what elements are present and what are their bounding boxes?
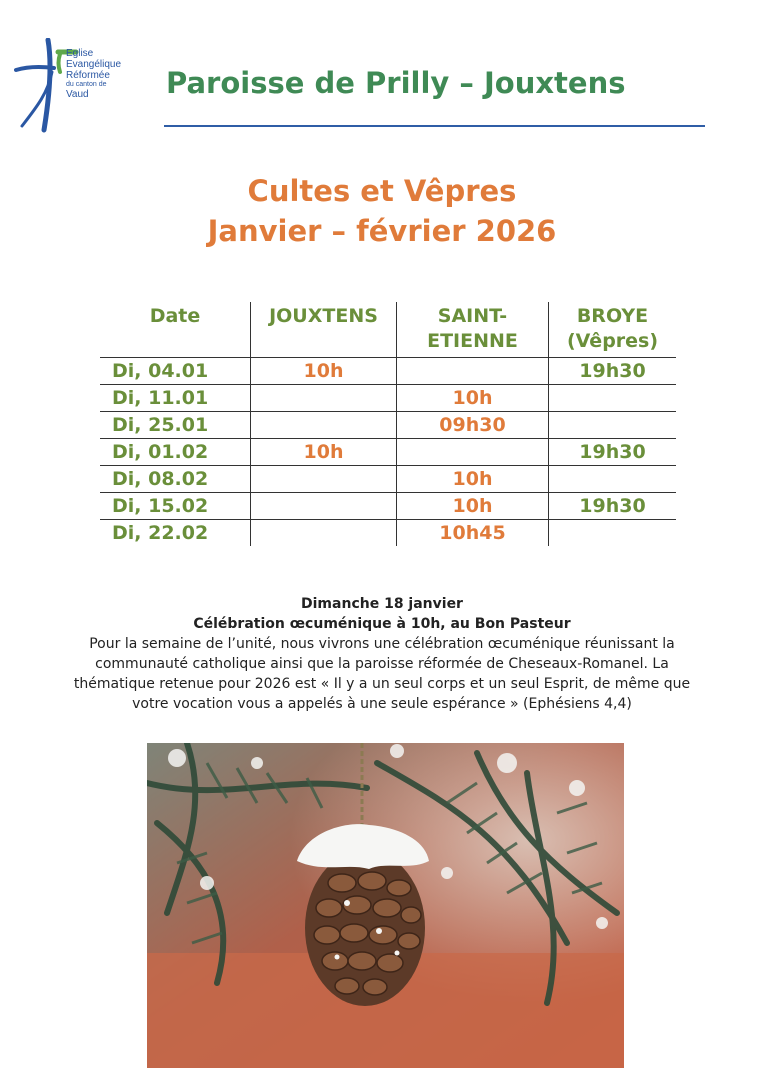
header-saint-etienne-line1: SAINT- — [437, 305, 508, 327]
row-broye — [549, 466, 677, 493]
row-saint-etienne — [397, 358, 549, 385]
header-saint-etienne — [397, 302, 549, 358]
row-saint-etienne: 10h — [397, 493, 549, 520]
row-saint-etienne: 10h45 — [397, 520, 549, 547]
announcement-line2: communauté catholique ainsi que la paroisse réformée de Cheseaux-Romanel. La — [95, 656, 669, 672]
header-jouxtens: JOUXTENS — [251, 302, 397, 358]
row-jouxtens — [251, 412, 397, 439]
schedule-row — [100, 412, 676, 439]
header-saint-etienne-line2: ETIENNE — [427, 330, 518, 352]
row-jouxtens — [251, 520, 397, 547]
announcement-line1: Pour la semaine de l’unité, nous vivrons une célébration œcuménique réunissant la — [89, 636, 675, 652]
announcement-subheading: Célébration œcuménique à 10h, au Bon Pasteur — [193, 616, 571, 632]
row-broye — [549, 520, 677, 547]
row-saint-etienne: 10h — [397, 385, 549, 412]
schedule-row — [100, 520, 676, 547]
row-date: Di, 01.02 — [100, 439, 251, 466]
row-jouxtens — [251, 466, 397, 493]
announcement-heading: Dimanche 18 janvier — [301, 596, 463, 612]
row-jouxtens — [251, 493, 397, 520]
page-title-line2: Janvier – février 2026 — [207, 214, 557, 248]
logo-line3: Réformée — [66, 70, 110, 81]
logo-green-hook — [59, 54, 61, 72]
page-title-line1: Cultes et Vêpres — [247, 174, 517, 208]
schedule-table — [100, 302, 676, 546]
row-saint-etienne — [397, 439, 549, 466]
announcement-line4: votre vocation vous a appelés à une seule espérance » (Ephésiens 4,4) — [132, 696, 632, 712]
row-date: Di, 11.01 — [100, 385, 251, 412]
header-divider — [164, 125, 705, 127]
row-jouxtens — [251, 385, 397, 412]
header-broye — [549, 302, 677, 358]
row-broye: 19h30 — [549, 439, 677, 466]
row-date: Di, 08.02 — [100, 466, 251, 493]
row-saint-etienne: 09h30 — [397, 412, 549, 439]
schedule-row — [100, 466, 676, 493]
schedule-row — [100, 493, 676, 520]
row-broye: 19h30 — [549, 493, 677, 520]
row-broye — [549, 412, 677, 439]
header-date: Date — [149, 305, 201, 327]
row-date: Di, 15.02 — [100, 493, 251, 520]
logo-line5: Vaud — [66, 89, 89, 100]
row-jouxtens: 10h — [251, 439, 397, 466]
announcement — [40, 594, 724, 714]
row-broye: 19h30 — [549, 358, 677, 385]
header-broye-line2: (Vêpres) — [566, 330, 659, 352]
logo-line2: Evangélique — [66, 59, 122, 70]
row-jouxtens: 10h — [251, 358, 397, 385]
row-date: Di, 25.01 — [100, 412, 251, 439]
schedule-row — [100, 358, 676, 385]
header-broye-line1: BROYE — [576, 305, 649, 327]
schedule-row — [100, 439, 676, 466]
pinecone-photo — [147, 743, 624, 1068]
parish-title: Paroisse de Prilly – Jouxtens — [166, 66, 626, 100]
row-date: Di, 04.01 — [100, 358, 251, 385]
logo-line1: Eglise — [66, 48, 94, 59]
announcement-line3: thématique retenue pour 2026 est « Il y a un seul corps et un seul Esprit, de même que — [73, 676, 691, 692]
row-date: Di, 22.02 — [100, 520, 251, 547]
logo-line4: du canton de — [66, 81, 107, 88]
row-saint-etienne: 10h — [397, 466, 549, 493]
schedule-row — [100, 385, 676, 412]
row-broye — [549, 385, 677, 412]
schedule-header-row — [100, 302, 676, 358]
logo-text — [66, 48, 156, 100]
